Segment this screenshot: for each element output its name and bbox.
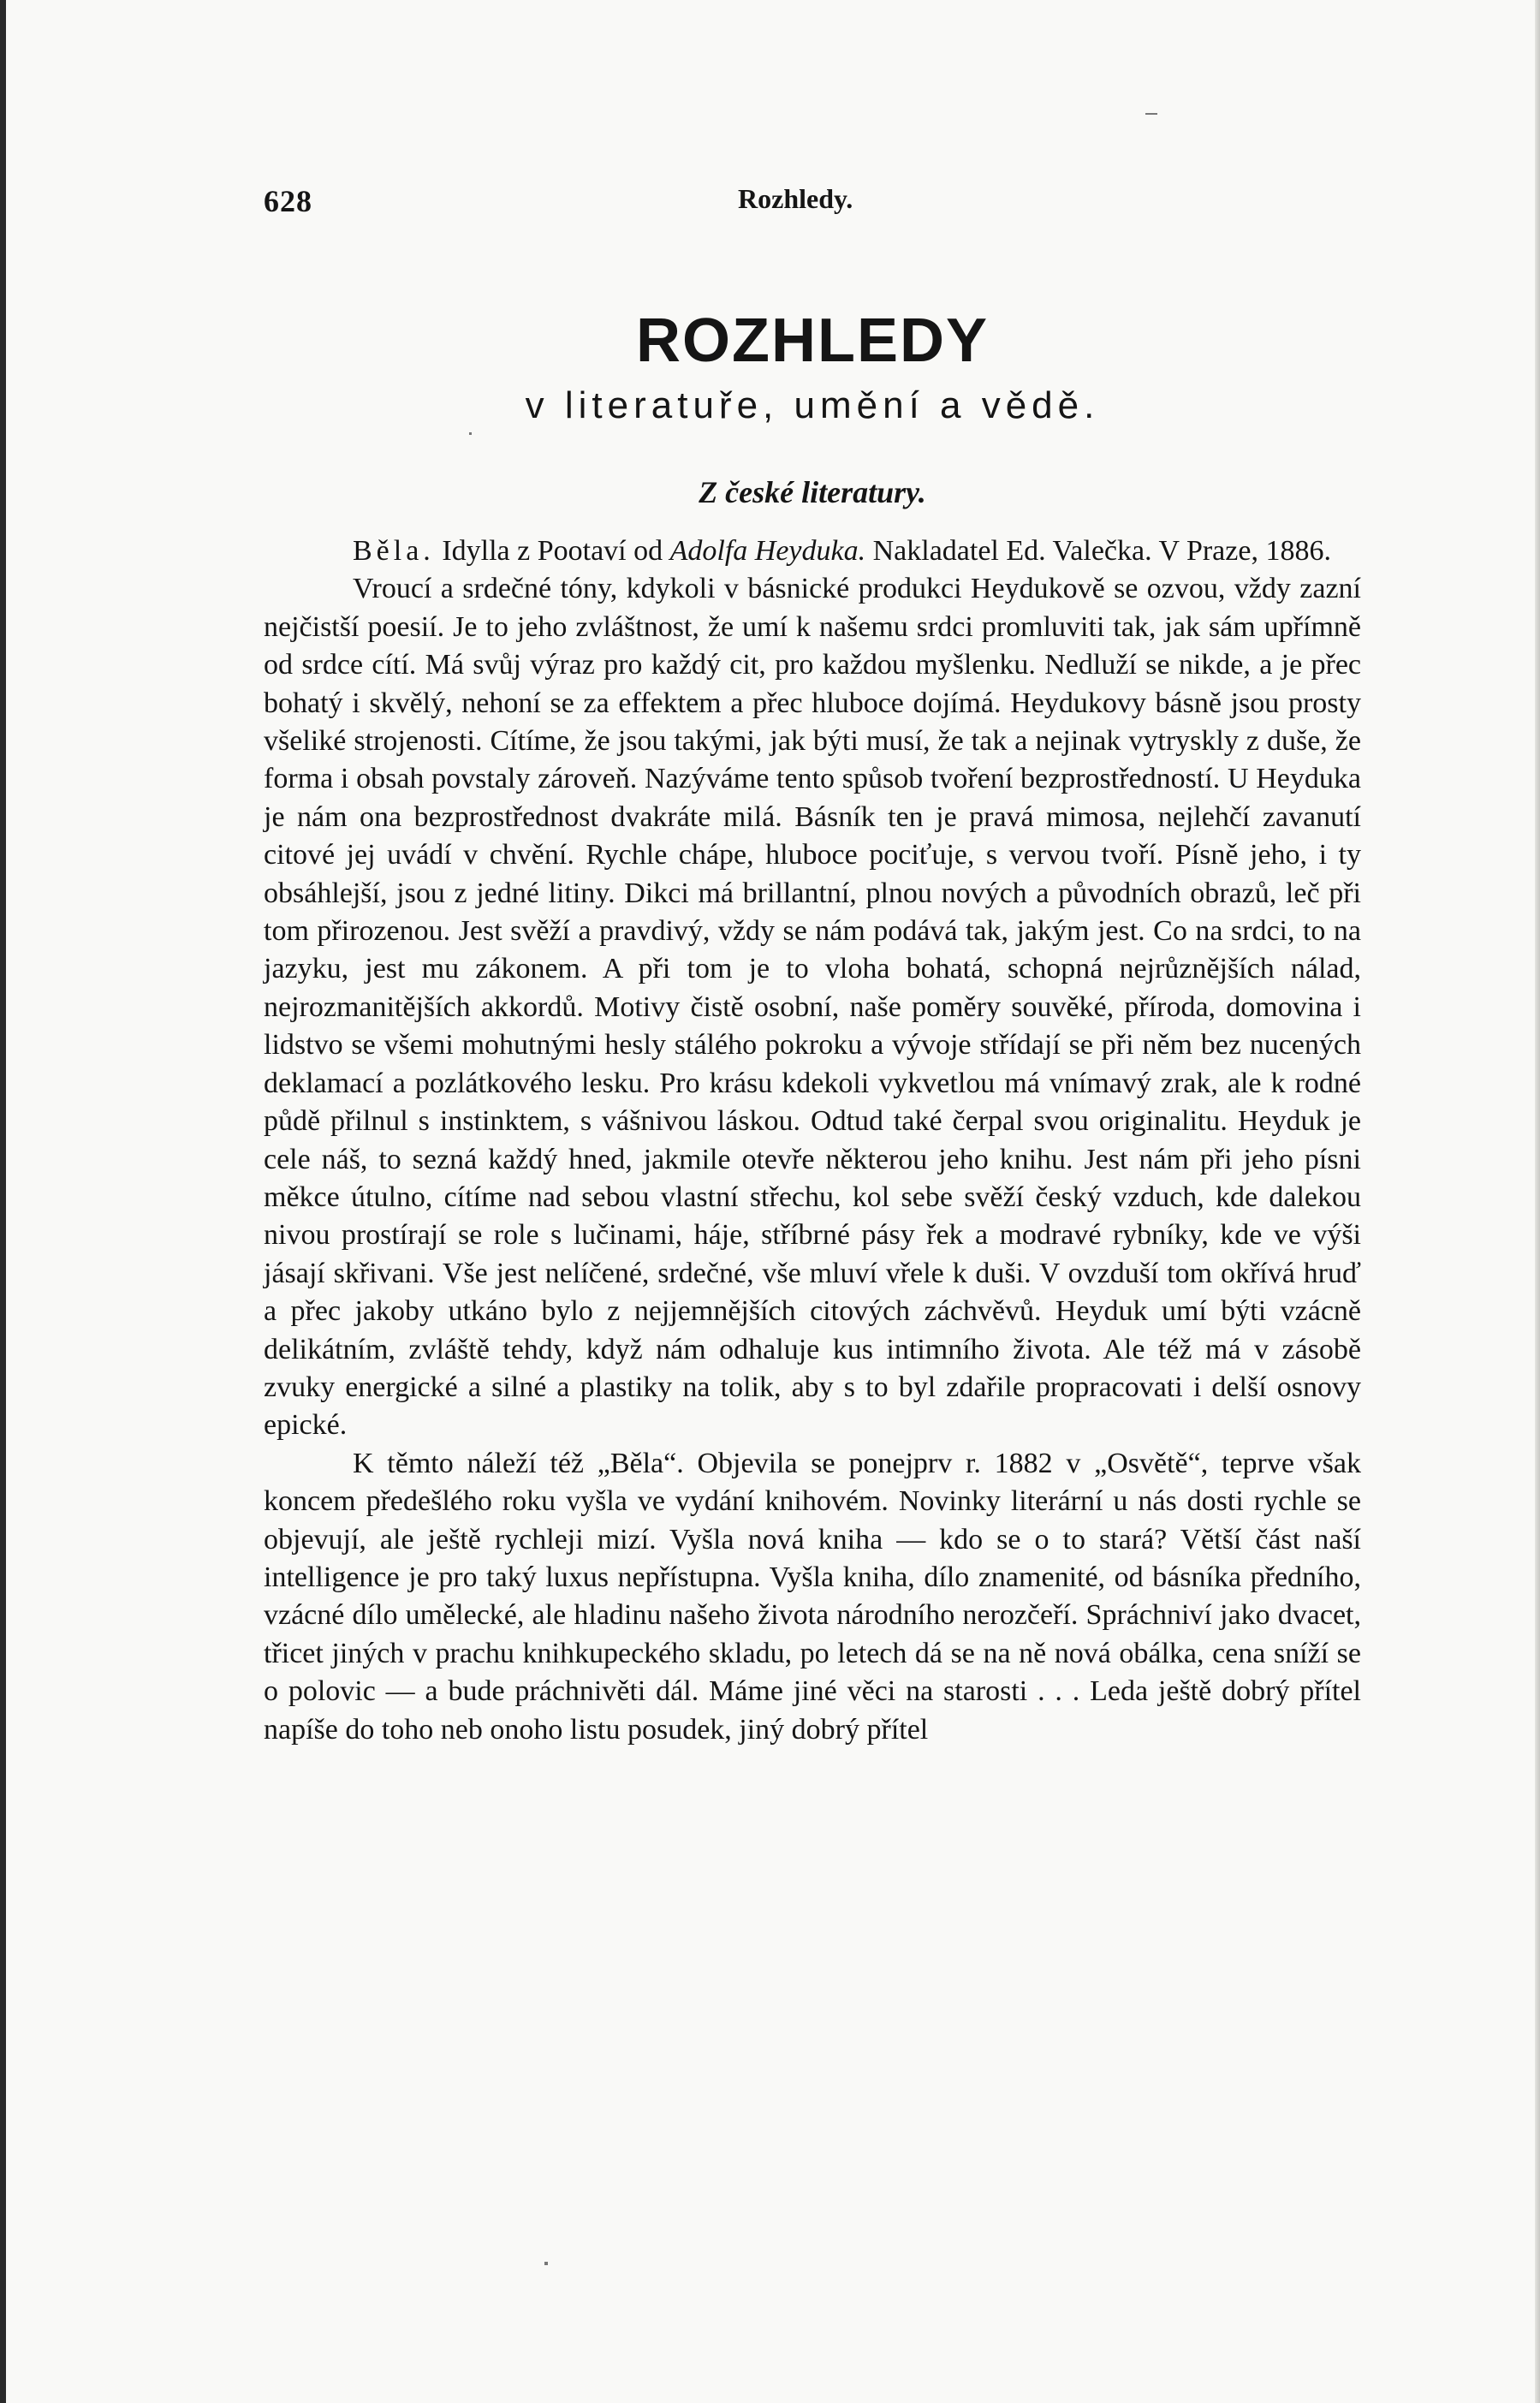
section-heading bbox=[264, 473, 1361, 511]
page-subtitle: v literatuře, umění a vědě. bbox=[525, 384, 1100, 426]
page-number: 628 bbox=[264, 184, 312, 218]
review-paragraph: Vroucí a srdečné tóny, kdykoli v básnické produkci Heydukově se ozvou, vždy zazní nejčistší poesií. Je to jeho zvláštnost, že umí k našemu srdci promluviti tak, jak sám upřímně od srdce cítí. Má svůj výraz pro každý cit, pro každou myšlenku. Nedluží se nikde, a je přec bohatý i skvělý, nehoní se za effektem a přec hluboce dojímá. Heydukovy básně jsou prosty všeliké strojenosti. Cítíme, že jsou takými, jak býti musí, že tak a nejinak vytryskly z duše, že forma i obsah povstaly zároveň. Nazýváme tento spůsob tvoření bezprostředností. U Heyduka je nám ona bezprostřednost dvakráte milá. Básník ten je pravá mimosa, nejlehčí zavanutí citové jej uvádí v chvění. Rychle chápe, hluboce pociťuje, s vervou tvoří. Písně jeho, i ty obsáhlejší, jsou z jedné litiny. Dikci má brillantní, plnou nových a původních obrazů, leč při tom přirozenou. Jest svěží a pravdivý, vždy se nám podává tak, jakým jest. Co na srdci, to na jazyku, jest mu zákonem. A při tom je to vloha bohatá, schopná nejrůznějších nálad, nejrozmanitějších akkordů. Motivy čistě osobní, naše poměry souvěké, příroda, domovina i lidstvo se všemi mohutnými hesly stálého pokroku a vývoje střídají se při něm bez nucených deklamací a pozlátkového lesku. Pro krásu kdekoli vykvetlou má vnímavý zrak, ale k rodné půdě přilnul s instinktem, s vášnivou láskou. Odtud také čerpal svou originalitu. Heyduk je cele náš, to sezná každý hned, jakmile otevře některou jeho knihu. Jest nám při jeho písni měkce útulno, cítíme nad sebou vlastní střechu, kol sebe svěží český vzduch, kde dalekou nivou prostírají se role s lučinami, háje, stříbrné pásy řek a modravé rybníky, kde ve výši jásají skřivani. Vše jest nelíčené, srdečné, vše mluví vřele k duši. V ovzduší tom okřívá hruď a přec jakoby utkáno bylo z nejjemnějších citových záchvěvů. Heyduk umí býti vzácně delikátním, zvláště tehdy, když nám odhaluje kus intimního života. Ale též má v zásobě zvuky energické a silné a plastiky na tolik, aby s to byl zdařile propracovati i delší osnovy epické. bbox=[264, 573, 1361, 1442]
section-heading-text: Z české literatury. bbox=[699, 475, 926, 509]
scan-speck bbox=[544, 2262, 548, 2265]
author-name: Adolfa Heyduka. bbox=[669, 535, 866, 567]
masthead bbox=[264, 306, 1361, 430]
publisher-info: Nakladatel Ed. Valečka. V Praze, 1886. bbox=[865, 535, 1331, 567]
page-header bbox=[264, 183, 1361, 226]
article-body bbox=[264, 532, 1361, 1749]
book-title: Běla. bbox=[353, 535, 435, 567]
scan-speck bbox=[469, 432, 472, 435]
page-title: ROZHLEDY bbox=[636, 306, 989, 375]
entry-description: Idylla z Pootaví od bbox=[434, 535, 670, 567]
page-binding-edge bbox=[0, 0, 6, 2403]
review-paragraph: K těmto náleží též „Běla“. Objevila se ponejprv r. 1882 v „Osvětě“, teprve však koncem předešlého roku vyšla ve vydání knihovém. Novinky literární u nás dosti rychle se objevují, ale ještě rychleji mizí. Vyšla nová kniha — kdo se o to stará? Větší část naší intelligence je pro taký luxus nepřístupna. Vyšla kniha, dílo znamenité, od básníka předního, vzácné dílo umělecké, ale hladinu našeho života národního nerozčeří. Spráchniví jako dvacet, třicet jiných v prachu knihkupeckého skladu, po letech dá se na ně nová obálka, cena sníží se o polovic — a bude práchnivěti dál. Máme jiné věci na starosti . . . Leda ještě dobrý přítel napíše do toho neb onoho listu posudek, jiný dobrý přítel bbox=[264, 1447, 1361, 1746]
bibliographic-entry bbox=[264, 532, 1361, 570]
page-right-edge bbox=[1535, 0, 1540, 2403]
running-head: Rozhledy. bbox=[738, 183, 853, 214]
scan-speck bbox=[1145, 113, 1157, 115]
